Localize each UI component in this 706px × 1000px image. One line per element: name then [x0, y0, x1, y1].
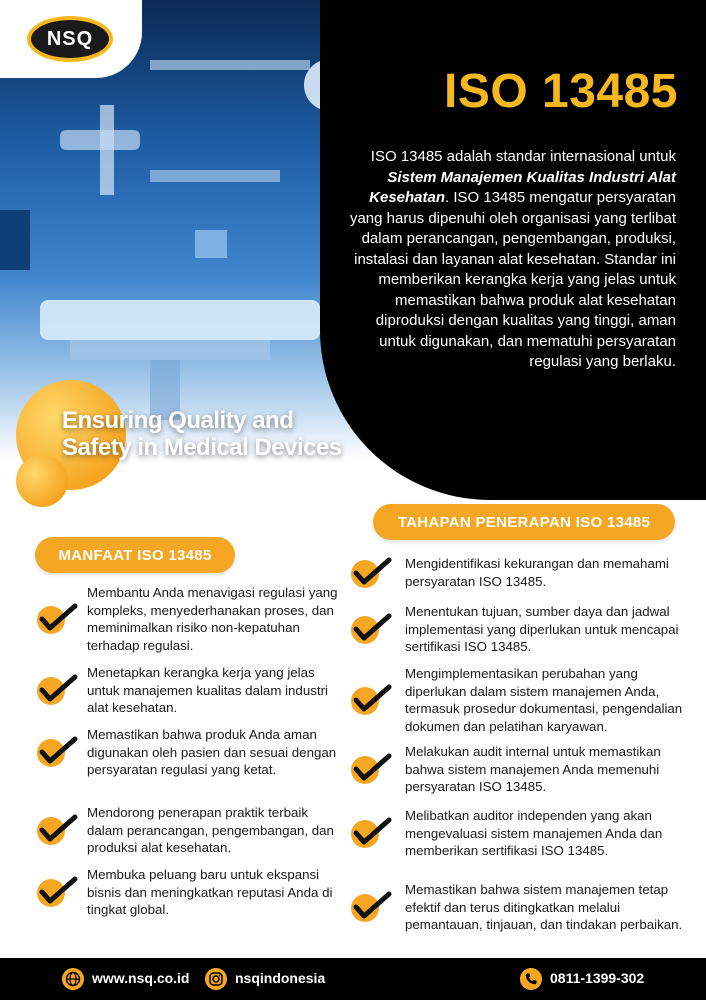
step-text: Melibatkan auditor independen yang akan mengevaluasi sistem manajemen Anda dan memberikan sertifikasi ISO 13485. — [405, 808, 663, 858]
benefit-text: Membuka peluang baru untuk ekspansi bisnis dan meningkatkan reputasi Anda di tingkat global. — [87, 867, 333, 917]
check-icon — [349, 556, 393, 590]
check-icon — [35, 602, 79, 636]
globe-icon — [62, 968, 84, 990]
tagline-line-2: Safety in Medical Devices — [62, 434, 342, 461]
intro-text-part2: . ISO 13485 mengatur persyaratan yang harus dipenuhi oleh organisasi yang terlibat dalam perancangan, pengembangan, produksi, instalasi dan layanan alat kesehatan. Standar ini memberikan kerangka kerja yang jelas untuk memastikan bahwa produk alat kesehatan diproduksi dengan kualitas yang tinggi, aman untuk digunakan, dan mematuhi persyaratan regulasi yang berlaku. — [349, 189, 676, 370]
check-icon — [349, 683, 393, 717]
step-text: Menentukan tujuan, sumber daya dan jadwal implementasi yang diperlukan untuk mencapai sertifikasi ISO 13485. — [405, 604, 679, 654]
steps-heading: TAHAPAN PENERAPAN ISO 13485 — [373, 504, 675, 540]
nsq-logo[interactable] — [27, 16, 113, 62]
footer — [0, 958, 706, 1000]
phone-number[interactable]: 0811-1399-302 — [550, 970, 645, 986]
check-icon — [349, 890, 393, 924]
step-text: Mengidentifikasi kekurangan dan memahami persyaratan ISO 13485. — [405, 556, 669, 589]
step-text: Memastikan bahwa sistem manajemen tetap efektif dan terus ditingkatkan melalui pemantauan, tinjauan, dan tindakan perbaikan. — [405, 882, 683, 932]
decorative-circle-small — [16, 455, 68, 507]
logo-text: NSQ — [46, 27, 94, 50]
intro-emphasis: Sistem Manajemen Kualitas Industri Alat Kesehatan — [369, 168, 676, 206]
list-item — [35, 726, 340, 779]
list-item — [349, 743, 694, 796]
list-item — [349, 603, 694, 656]
list-item — [35, 804, 340, 857]
benefit-text: Memastikan bahwa produk Anda aman digunakan oleh pasien dan sesuai dengan persyaratan regulasi yang ketat. — [87, 727, 337, 777]
list-item — [349, 881, 694, 934]
intro-panel-tail — [560, 420, 706, 500]
list-item — [349, 807, 694, 860]
intro-paragraph — [336, 147, 676, 373]
benefit-text: Membantu Anda menavigasi regulasi yang kompleks, menyederhanakan proses, dan meminimalkan risiko non-kepatuhan terhadap regulasi. — [87, 585, 338, 653]
list-item — [35, 866, 340, 919]
check-icon — [35, 875, 79, 909]
intro-text-part1: ISO 13485 adalah standar internasional untuk — [370, 148, 676, 165]
check-icon — [349, 612, 393, 646]
page-title: ISO 13485 — [444, 65, 678, 118]
tagline-line-1: Ensuring Quality and — [62, 407, 294, 434]
phone-icon — [520, 968, 542, 990]
instagram-icon — [205, 968, 227, 990]
list-item — [35, 664, 340, 717]
logo-badge — [0, 0, 142, 78]
step-text: Mengimplementasikan perubahan yang diperlukan dalam sistem manajemen Anda, termasuk prosedur dokumentasi, pengendalian dokumen dan pelatihan karyawan. — [405, 666, 683, 734]
benefits-heading: MANFAAT ISO 13485 — [35, 537, 235, 573]
tagline — [62, 407, 342, 461]
benefit-text: Mendorong penerapan praktik terbaik dalam perancangan, pengembangan, dan produksi alat kesehatan. — [87, 805, 334, 855]
list-item — [349, 665, 694, 735]
check-icon — [35, 813, 79, 847]
website-link[interactable]: www.nsq.co.id — [92, 970, 190, 986]
benefit-text: Menetapkan kerangka kerja yang jelas untuk manajemen kualitas dalam industri alat kesehatan. — [87, 665, 328, 715]
check-icon — [349, 752, 393, 786]
instagram-link[interactable]: nsqindonesia — [235, 970, 326, 986]
step-text: Melakukan audit internal untuk memastikan bahwa sistem manajemen Anda memenuhi persyaratan ISO 13485. — [405, 744, 661, 794]
check-icon — [35, 673, 79, 707]
list-item — [35, 584, 340, 654]
check-icon — [35, 735, 79, 769]
check-icon — [349, 816, 393, 850]
list-item — [349, 555, 694, 590]
